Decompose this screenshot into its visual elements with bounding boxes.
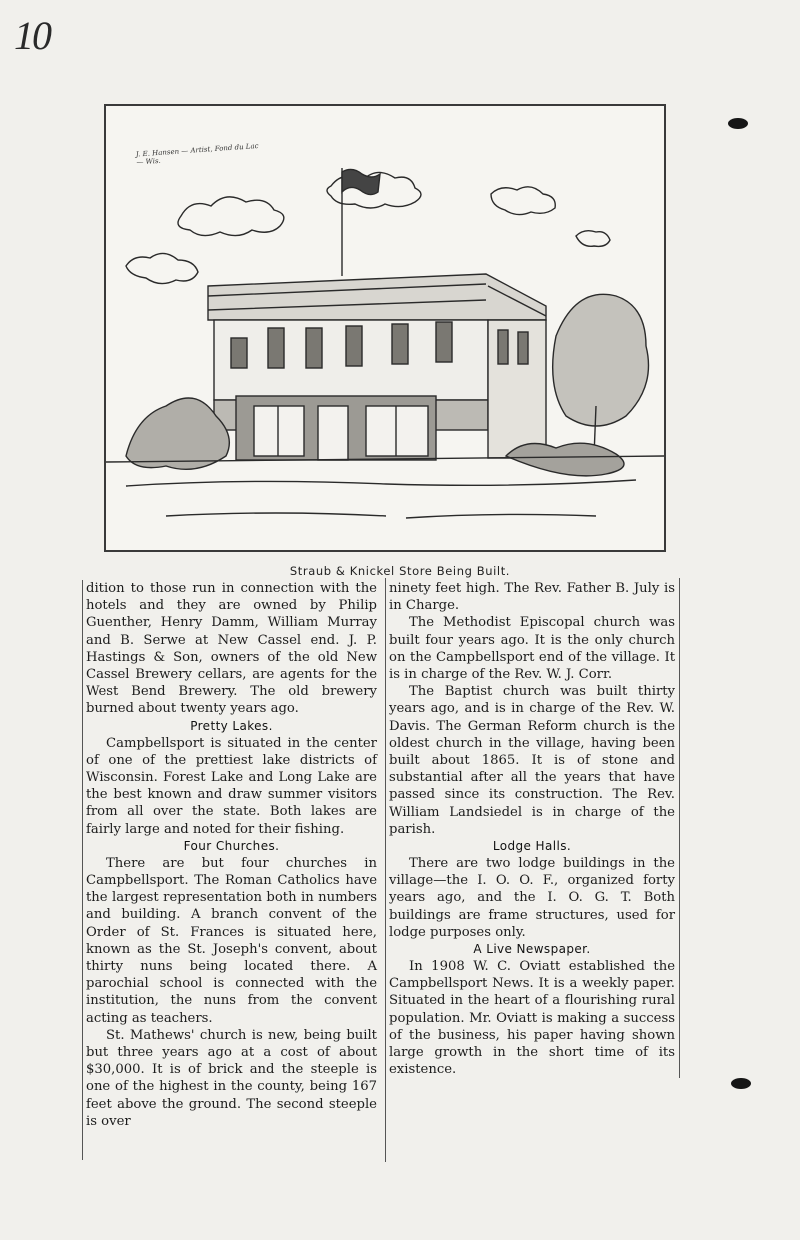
paragraph-methodist: The Methodist Episcopal church was built four years ago. It is the only church on the Campbellsport end of the village. It is in charge of the Rev. W. J. Corr.: [389, 615, 675, 683]
subheading-pretty-lakes: Pretty Lakes.: [190, 718, 273, 733]
store-building-engraving: [106, 106, 664, 550]
punch-hole: [728, 118, 748, 129]
paragraph-steeple: ninety feet high. The Rev. Father B. July is in Charge.: [389, 581, 675, 614]
paragraph-st-mathews: St. Mathews' church is new, being built but three years ago at a cost of about $30,000. It is of brick and the steeple is one of the highest in the county, being 167 feet above the ground. The second steeple is over: [86, 1027, 377, 1129]
paragraph-churches: There are but four churches in Campbellsport. The Roman Catholics have the largest representation both in numbers and building. A branch convent of the Order of St. Frances is situated here, known as the St. Joseph's convent, about thirty nuns being located there. A parochial school is connected with the institution, the nuns from the convent acting as teachers.: [86, 855, 377, 1026]
column-rule: [385, 578, 386, 1162]
illustration-caption: Straub & Knickel Store Being Built.: [289, 564, 511, 578]
page-number: 10: [14, 13, 50, 58]
store-illustration: [104, 104, 666, 552]
paragraph-breweries: dition to those run in connection with the hotels and they are owned by Philip Guenther, Henry Damm, William Murray and B. Serwe at New Cassel end. J. P. Hastings & Son, owners of the old New Cassel Brewery cellars, are agents for the West Bend Brewery. The old brewery burned about twenty years ago.: [86, 581, 377, 717]
subheading-live-newspaper: A Live Newspaper.: [473, 942, 591, 957]
article-column-right: [389, 580, 675, 1078]
paragraph-lodges: There are two lodge buildings in the village—the I. O. O. F., organized forty years ago, and the I. O. G. T. Both buildings are frame structures, used for lodge purposes only.: [389, 856, 675, 940]
engraver-credit: J. E. Hansen — Artist, Fond du Lac — Wis.: [135, 141, 259, 167]
paragraph-lakes: Campbellsport is situated in the center of one of the prettiest lake districts of Wisconsin. Forest Lake and Long Lake are the best known and draw summer visitors from all over the state. Both lakes are fairly large and noted for their fishing.: [86, 735, 377, 837]
subheading-lodge-halls: Lodge Halls.: [492, 839, 572, 854]
paragraph-baptist: The Baptist church was built thirty years ago, and is in charge of the Rev. W. Davis. The German Reform church is the oldest church in the village, having been built about 1865. It is of stone and substantial after all the years that have passed since its construction. The Rev. William Landsiedel is in charge of the parish.: [389, 684, 675, 837]
column-rule: [679, 578, 680, 1078]
article-column-left: [86, 580, 377, 1130]
punch-hole: [731, 1078, 751, 1089]
column-rule: [82, 580, 83, 1160]
paragraph-newspaper: In 1908 W. C. Oviatt established the Campbellsport News. It is a weekly paper. Situated in the heart of a flourishing rural population. Mr. Oviatt is making a success of the business, his paper having shown large growth in the short time of its existence.: [389, 959, 675, 1078]
subheading-four-churches: Four Churches.: [183, 838, 280, 853]
